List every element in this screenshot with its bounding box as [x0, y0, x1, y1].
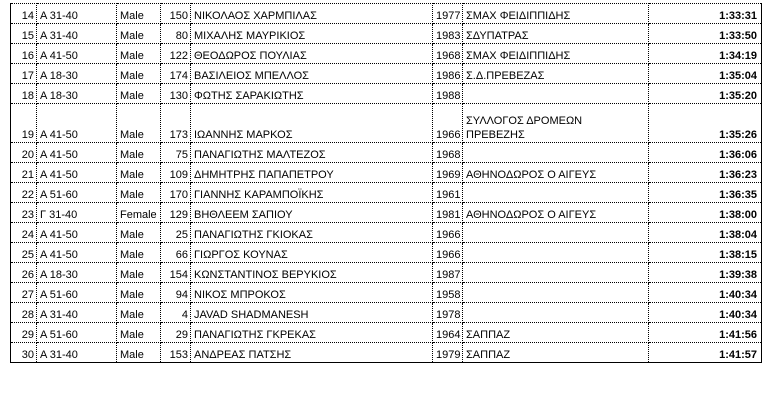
- club-cell: [463, 4, 649, 24]
- runner-name-cell: ΝΙΚΟΣ ΜΠΡΟΚΟΣ: [191, 283, 433, 303]
- table-row: [11, 283, 762, 303]
- birth-year-cell: 1983: [433, 24, 463, 44]
- bib-number-cell: 129: [161, 203, 191, 223]
- finish-time-cell: 1:35:04: [649, 64, 762, 84]
- bib-number-cell: 122: [161, 44, 191, 64]
- finish-time-cell: 1:36:23: [649, 163, 762, 183]
- table-row: [11, 143, 762, 163]
- category-cell: A 18-30: [37, 64, 117, 84]
- club-name-line: ΣΥΛΛΟΓΟΣ ΔΡΟΜΕΩΝ: [466, 115, 583, 127]
- runner-name-cell: ΘΕΟΔΩΡΟΣ ΠΟΥΛΙΑΣ: [191, 44, 433, 64]
- position-cell: 14: [11, 4, 37, 24]
- finish-time-cell: 1:40:34: [649, 283, 762, 303]
- category-cell: A 31-40: [37, 4, 117, 24]
- club-cell: [463, 223, 649, 243]
- category-cell: A 41-50: [37, 223, 117, 243]
- position-cell: 17: [11, 64, 37, 84]
- finish-time-cell: 1:35:20: [649, 84, 762, 104]
- club-cell: [463, 243, 649, 263]
- sex-cell: Male: [117, 4, 161, 24]
- table-row: [11, 4, 762, 24]
- finish-time-cell: 1:38:04: [649, 223, 762, 243]
- category-cell: A 18-30: [37, 263, 117, 283]
- table-row: [11, 243, 762, 263]
- table-row: [11, 183, 762, 203]
- sex-cell: Female: [117, 203, 161, 223]
- runner-name-cell: ΒΗΘΛΕΕΜ ΣΑΠΙΟΥ: [191, 203, 433, 223]
- birth-year-cell: 1968: [433, 44, 463, 64]
- table-row: [11, 64, 762, 84]
- runner-name-cell: ΝΙΚΟΛΑΟΣ ΧΑΡΜΠΙΛΑΣ: [191, 4, 433, 24]
- birth-year-cell: 1958: [433, 283, 463, 303]
- birth-year-cell: 1978: [433, 303, 463, 323]
- club-cell: [463, 203, 649, 223]
- finish-time-cell: 1:41:56: [649, 323, 762, 343]
- position-cell: 22: [11, 183, 37, 203]
- club-name-line: ΣΜΑΧ ΦΕΙΔΙΠΠΙΔΗΣ: [466, 10, 571, 22]
- birth-year-cell: 1981: [433, 203, 463, 223]
- table-row: [11, 44, 762, 64]
- table-row: [11, 84, 762, 104]
- category-cell: A 41-50: [37, 104, 117, 143]
- bib-number-cell: 170: [161, 183, 191, 203]
- birth-year-cell: 1968: [433, 143, 463, 163]
- results-rows: [11, 4, 762, 363]
- table-row: [11, 104, 762, 143]
- bib-number-cell: 29: [161, 323, 191, 343]
- bib-number-cell: 94: [161, 283, 191, 303]
- position-cell: 29: [11, 323, 37, 343]
- position-cell: 25: [11, 243, 37, 263]
- category-cell: Γ 31-40: [37, 203, 117, 223]
- bib-number-cell: 130: [161, 84, 191, 104]
- birth-year-cell: 1986: [433, 64, 463, 84]
- position-cell: 23: [11, 203, 37, 223]
- club-name-line: Σ.Δ.ΠΡΕΒΕΖΑΣ: [466, 70, 545, 82]
- club-cell: [463, 323, 649, 343]
- position-cell: 21: [11, 163, 37, 183]
- position-cell: 19: [11, 104, 37, 143]
- table-row: [11, 263, 762, 283]
- position-cell: 24: [11, 223, 37, 243]
- finish-time-cell: 1:40:34: [649, 303, 762, 323]
- results-table: [10, 3, 762, 363]
- birth-year-cell: 1977: [433, 4, 463, 24]
- category-cell: A 41-50: [37, 143, 117, 163]
- club-name-line: ΣΑΠΠΑΖ: [466, 349, 511, 361]
- bib-number-cell: 153: [161, 343, 191, 363]
- sex-cell: Male: [117, 143, 161, 163]
- sex-cell: Male: [117, 243, 161, 263]
- runner-name-cell: ΠΑΝΑΓΙΩΤΗΣ ΓΚΡΕΚΑΣ: [191, 323, 433, 343]
- category-cell: A 41-50: [37, 243, 117, 263]
- club-cell: [463, 303, 649, 323]
- club-name-line: ΣΜΑΧ ΦΕΙΔΙΠΠΙΔΗΣ: [466, 50, 571, 62]
- position-cell: 28: [11, 303, 37, 323]
- sex-cell: Male: [117, 84, 161, 104]
- category-cell: A 18-30: [37, 84, 117, 104]
- runner-name-cell: ΔΗΜΗΤΡΗΣ ΠΑΠΑΠΕΤΡΟΥ: [191, 163, 433, 183]
- birth-year-cell: 1961: [433, 183, 463, 203]
- club-name-line: ΣΔΥΠΑΤΡΑΣ: [466, 30, 529, 42]
- club-cell: [463, 283, 649, 303]
- runner-name-cell: ΑΝΔΡΕΑΣ ΠΑΤΣΗΣ: [191, 343, 433, 363]
- club-name-line: ΣΑΠΠΑΖ: [466, 329, 511, 341]
- sex-cell: Male: [117, 44, 161, 64]
- sex-cell: Male: [117, 104, 161, 143]
- runner-name-cell: ΜΙΧΑΛΗΣ ΜΑΥΡΙΚΙΟΣ: [191, 24, 433, 44]
- birth-year-cell: 1966: [433, 223, 463, 243]
- finish-time-cell: 1:34:19: [649, 44, 762, 64]
- bib-number-cell: 173: [161, 104, 191, 143]
- table-row: [11, 303, 762, 323]
- club-name-line: ΑΘΗΝΟΔΩΡΟΣ Ο ΑΙΓΕΥΣ: [466, 169, 597, 181]
- runner-name-cell: ΓΙΑΝΝΗΣ ΚΑΡΑΜΠΟΪΚΗΣ: [191, 183, 433, 203]
- sex-cell: Male: [117, 183, 161, 203]
- finish-time-cell: 1:41:57: [649, 343, 762, 363]
- finish-time-cell: 1:38:00: [649, 203, 762, 223]
- club-cell: [463, 143, 649, 163]
- finish-time-cell: 1:33:50: [649, 24, 762, 44]
- table-row: [11, 24, 762, 44]
- category-cell: A 41-50: [37, 163, 117, 183]
- position-cell: 18: [11, 84, 37, 104]
- club-cell: [463, 24, 649, 44]
- category-cell: A 51-60: [37, 283, 117, 303]
- club-name-line: ΑΘΗΝΟΔΩΡΟΣ Ο ΑΙΓΕΥΣ: [466, 209, 597, 221]
- birth-year-cell: 1969: [433, 163, 463, 183]
- runner-name-cell: ΓΙΩΡΓΟΣ ΚΟΥΝΑΣ: [191, 243, 433, 263]
- finish-time-cell: 1:38:15: [649, 243, 762, 263]
- bib-number-cell: 25: [161, 223, 191, 243]
- category-cell: A 51-60: [37, 183, 117, 203]
- birth-year-cell: 1966: [433, 104, 463, 143]
- sex-cell: Male: [117, 24, 161, 44]
- runner-name-cell: JAVAD SHADMANESH: [191, 303, 433, 323]
- bib-number-cell: 75: [161, 143, 191, 163]
- birth-year-cell: 1988: [433, 84, 463, 104]
- category-cell: A 31-40: [37, 303, 117, 323]
- category-cell: A 51-60: [37, 323, 117, 343]
- runner-name-cell: ΒΑΣΙΛΕΙΟΣ ΜΠΕΛΛΟΣ: [191, 64, 433, 84]
- club-cell: [463, 104, 649, 143]
- runner-name-cell: ΦΩΤΗΣ ΣΑΡΑΚΙΩΤΗΣ: [191, 84, 433, 104]
- table-row: [11, 223, 762, 243]
- position-cell: 27: [11, 283, 37, 303]
- sex-cell: Male: [117, 263, 161, 283]
- position-cell: 30: [11, 343, 37, 363]
- birth-year-cell: 1966: [433, 243, 463, 263]
- position-cell: 16: [11, 44, 37, 64]
- category-cell: A 31-40: [37, 24, 117, 44]
- sex-cell: Male: [117, 323, 161, 343]
- bib-number-cell: 66: [161, 243, 191, 263]
- runner-name-cell: ΚΩΝΣΤΑΝΤΙΝΟΣ ΒΕΡΥΚΙΟΣ: [191, 263, 433, 283]
- finish-time-cell: 1:36:06: [649, 143, 762, 163]
- finish-time-cell: 1:35:26: [649, 104, 762, 143]
- club-cell: [463, 163, 649, 183]
- position-cell: 15: [11, 24, 37, 44]
- sex-cell: Male: [117, 223, 161, 243]
- bib-number-cell: 4: [161, 303, 191, 323]
- table-row: [11, 323, 762, 343]
- finish-time-cell: 1:33:31: [649, 4, 762, 24]
- table-row: [11, 343, 762, 363]
- sex-cell: Male: [117, 343, 161, 363]
- position-cell: 20: [11, 143, 37, 163]
- bib-number-cell: 80: [161, 24, 191, 44]
- finish-time-cell: 1:36:35: [649, 183, 762, 203]
- club-cell: [463, 64, 649, 84]
- bib-number-cell: 109: [161, 163, 191, 183]
- category-cell: A 31-40: [37, 343, 117, 363]
- sex-cell: Male: [117, 283, 161, 303]
- bib-number-cell: 150: [161, 4, 191, 24]
- sex-cell: Male: [117, 64, 161, 84]
- club-cell: [463, 343, 649, 363]
- category-cell: A 41-50: [37, 44, 117, 64]
- sex-cell: Male: [117, 163, 161, 183]
- bib-number-cell: 174: [161, 64, 191, 84]
- table-row: [11, 163, 762, 183]
- runner-name-cell: ΠΑΝΑΓΙΩΤΗΣ ΜΑΛΤΕΖΟΣ: [191, 143, 433, 163]
- runner-name-cell: ΠΑΝΑΓΙΩΤΗΣ ΓΚΙΟΚΑΣ: [191, 223, 433, 243]
- table-row: [11, 203, 762, 223]
- bib-number-cell: 154: [161, 263, 191, 283]
- finish-time-cell: 1:39:38: [649, 263, 762, 283]
- club-name-line: ΠΡΕΒΕΖΗΣ: [466, 129, 525, 141]
- position-cell: 26: [11, 263, 37, 283]
- birth-year-cell: 1979: [433, 343, 463, 363]
- club-cell: [463, 183, 649, 203]
- club-cell: [463, 44, 649, 64]
- birth-year-cell: 1987: [433, 263, 463, 283]
- runner-name-cell: ΙΩΑΝΝΗΣ ΜΑΡΚΟΣ: [191, 104, 433, 143]
- club-cell: [463, 84, 649, 104]
- club-cell: [463, 263, 649, 283]
- birth-year-cell: 1964: [433, 323, 463, 343]
- sex-cell: Male: [117, 303, 161, 323]
